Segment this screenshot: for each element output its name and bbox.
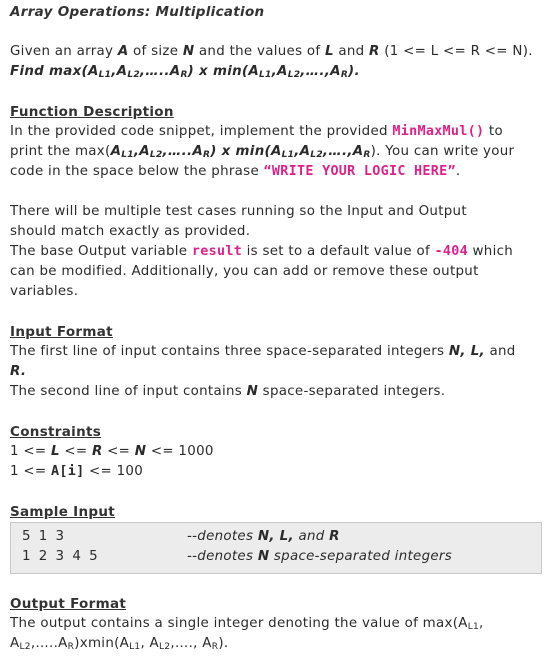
subscript: R [211, 642, 219, 652]
fd-text: . [455, 164, 461, 179]
subscript: R [340, 70, 349, 80]
formula-part: ,A [294, 144, 311, 159]
var-r: R [91, 444, 103, 459]
input-text: The second line of input contains [10, 384, 247, 399]
constraint-text: <= [102, 444, 135, 459]
output-text: , [479, 616, 484, 631]
intro-line-2 [10, 62, 360, 82]
intro-text: and the values of [194, 44, 325, 59]
intro-text: (1 <= L <= R <= N). [379, 44, 533, 59]
var-n: N [246, 384, 259, 399]
subscript: L2 [159, 642, 171, 652]
formula-part: Find max(A [10, 64, 99, 79]
constraint-text: <= 100 [84, 464, 144, 479]
note-var-r: R [329, 529, 340, 544]
fd-para3-line-1 [10, 242, 513, 262]
fd-text: In the provided code snippet, implement the provided [10, 124, 393, 139]
fd-text: The base Output variable [10, 244, 192, 259]
output-text: The output contains a single integer denoting the value of max(A [10, 616, 468, 631]
fd-para3-line-2: can be modified. Additionally, you can add or remove these output [10, 264, 479, 279]
intro-text: and [333, 44, 370, 59]
formula-part: ) x min(A [187, 64, 260, 79]
intro-text: of size [128, 44, 183, 59]
output-text: )xmin(A [74, 636, 130, 651]
subscript: R [203, 150, 211, 160]
var-l: L [50, 444, 60, 459]
formula-part: A [110, 144, 122, 159]
fd-line-1 [10, 122, 503, 142]
subscript: L2 [310, 150, 323, 160]
subscript: R [363, 150, 371, 160]
note-text: and [293, 529, 330, 544]
output-text: ,…..A [30, 636, 68, 651]
subscript: L1 [259, 70, 272, 80]
constraint-text: 1 <= [10, 464, 51, 479]
fd-text: which [467, 244, 514, 259]
subscript: L2 [287, 70, 301, 80]
subscript: R [67, 642, 75, 652]
constraint-1 [10, 442, 214, 462]
subscript: L1 [98, 70, 112, 80]
fd-text: ). You can write your [370, 144, 515, 159]
var-l: L [324, 44, 334, 59]
fd-text: is set to a default value of [242, 244, 435, 259]
subscript: L1 [121, 150, 134, 160]
subscript: L2 [149, 150, 163, 160]
input-text: space-separated integers. [258, 384, 446, 399]
subscript: L1 [467, 622, 480, 632]
output-text: ,…., A [170, 636, 212, 651]
subscript: L2 [127, 70, 140, 80]
constraints-heading: Constraints [10, 424, 102, 440]
function-name: MinMaxMul() [392, 124, 485, 139]
output-format-heading: Output Format [10, 596, 127, 612]
intro-text: Given an array [10, 44, 118, 59]
constraint-text: 1 <= [10, 444, 51, 459]
output-line-1 [10, 614, 484, 634]
input-text: and [484, 344, 516, 359]
formula-part: ) x min(A [210, 144, 282, 159]
input-line-2: R. [10, 364, 27, 379]
intro-line-1 [10, 42, 533, 62]
formula-part: ). [348, 64, 360, 79]
fd-para2-line-2: should match exactly as provided. [10, 224, 251, 239]
problem-title: Array Operations: Multiplication [10, 4, 265, 20]
input-line-1 [10, 342, 516, 362]
fd-line-3 [10, 162, 460, 182]
subscript: L2 [19, 642, 31, 652]
output-text: ). [218, 636, 229, 651]
note-var-n: N [257, 549, 270, 564]
output-line-2 [10, 634, 228, 654]
input-line-3 [10, 382, 445, 402]
output-text: , A [140, 636, 160, 651]
note-text: --denotes [187, 529, 258, 544]
sample-row-1: 5 1 3 [22, 529, 67, 544]
sample-row-2: 1 2 3 4 5 [22, 549, 100, 564]
fd-text: to [484, 124, 503, 139]
fd-line-2 [10, 142, 514, 162]
formula-part: ,…..A [162, 144, 204, 159]
subscript: L1 [281, 150, 295, 160]
sample-input-heading: Sample Input [10, 504, 116, 520]
fd-text: code in the space below the phrase [10, 164, 264, 179]
constraint-2 [10, 462, 143, 482]
var-n: N [182, 44, 195, 59]
function-description-heading: Function Description [10, 104, 174, 120]
sample-note-2 [187, 549, 452, 564]
formula-part: ,A [133, 144, 150, 159]
result-variable: result [191, 244, 243, 259]
fd-text: print the max( [10, 144, 111, 159]
formula-part: ,….,A [322, 144, 364, 159]
sample-note-1 [187, 529, 340, 544]
formula-part: ,A [271, 64, 288, 79]
array-element: A[i] [50, 464, 85, 479]
output-text: A [10, 636, 20, 651]
constraint-text: <= [59, 444, 92, 459]
note-text: space-separated integers [269, 549, 452, 564]
default-value: -404 [434, 244, 468, 259]
constraint-text: <= 1000 [146, 444, 214, 459]
subscript: R [180, 70, 188, 80]
subscript: L1 [129, 642, 141, 652]
fd-para3-line-3: variables. [10, 284, 79, 299]
fd-para2-line-1: There will be multiple test cases running so the Input and Output [10, 204, 467, 219]
formula-part: ,….,A [300, 64, 341, 79]
input-vars: N, L, [448, 344, 485, 359]
formula-part: ,…..A [139, 64, 181, 79]
logic-phrase: “WRITE YOUR LOGIC HERE” [263, 164, 456, 179]
sample-input-box [10, 522, 542, 574]
var-a: A [117, 44, 129, 59]
var-n: N [134, 444, 147, 459]
formula-part: ,A [111, 64, 128, 79]
input-text: The first line of input contains three space-separated integers [10, 344, 449, 359]
note-vars: N, L, [257, 529, 294, 544]
note-text: --denotes [187, 549, 258, 564]
var-r: R [369, 44, 380, 59]
input-format-heading: Input Format [10, 324, 113, 340]
